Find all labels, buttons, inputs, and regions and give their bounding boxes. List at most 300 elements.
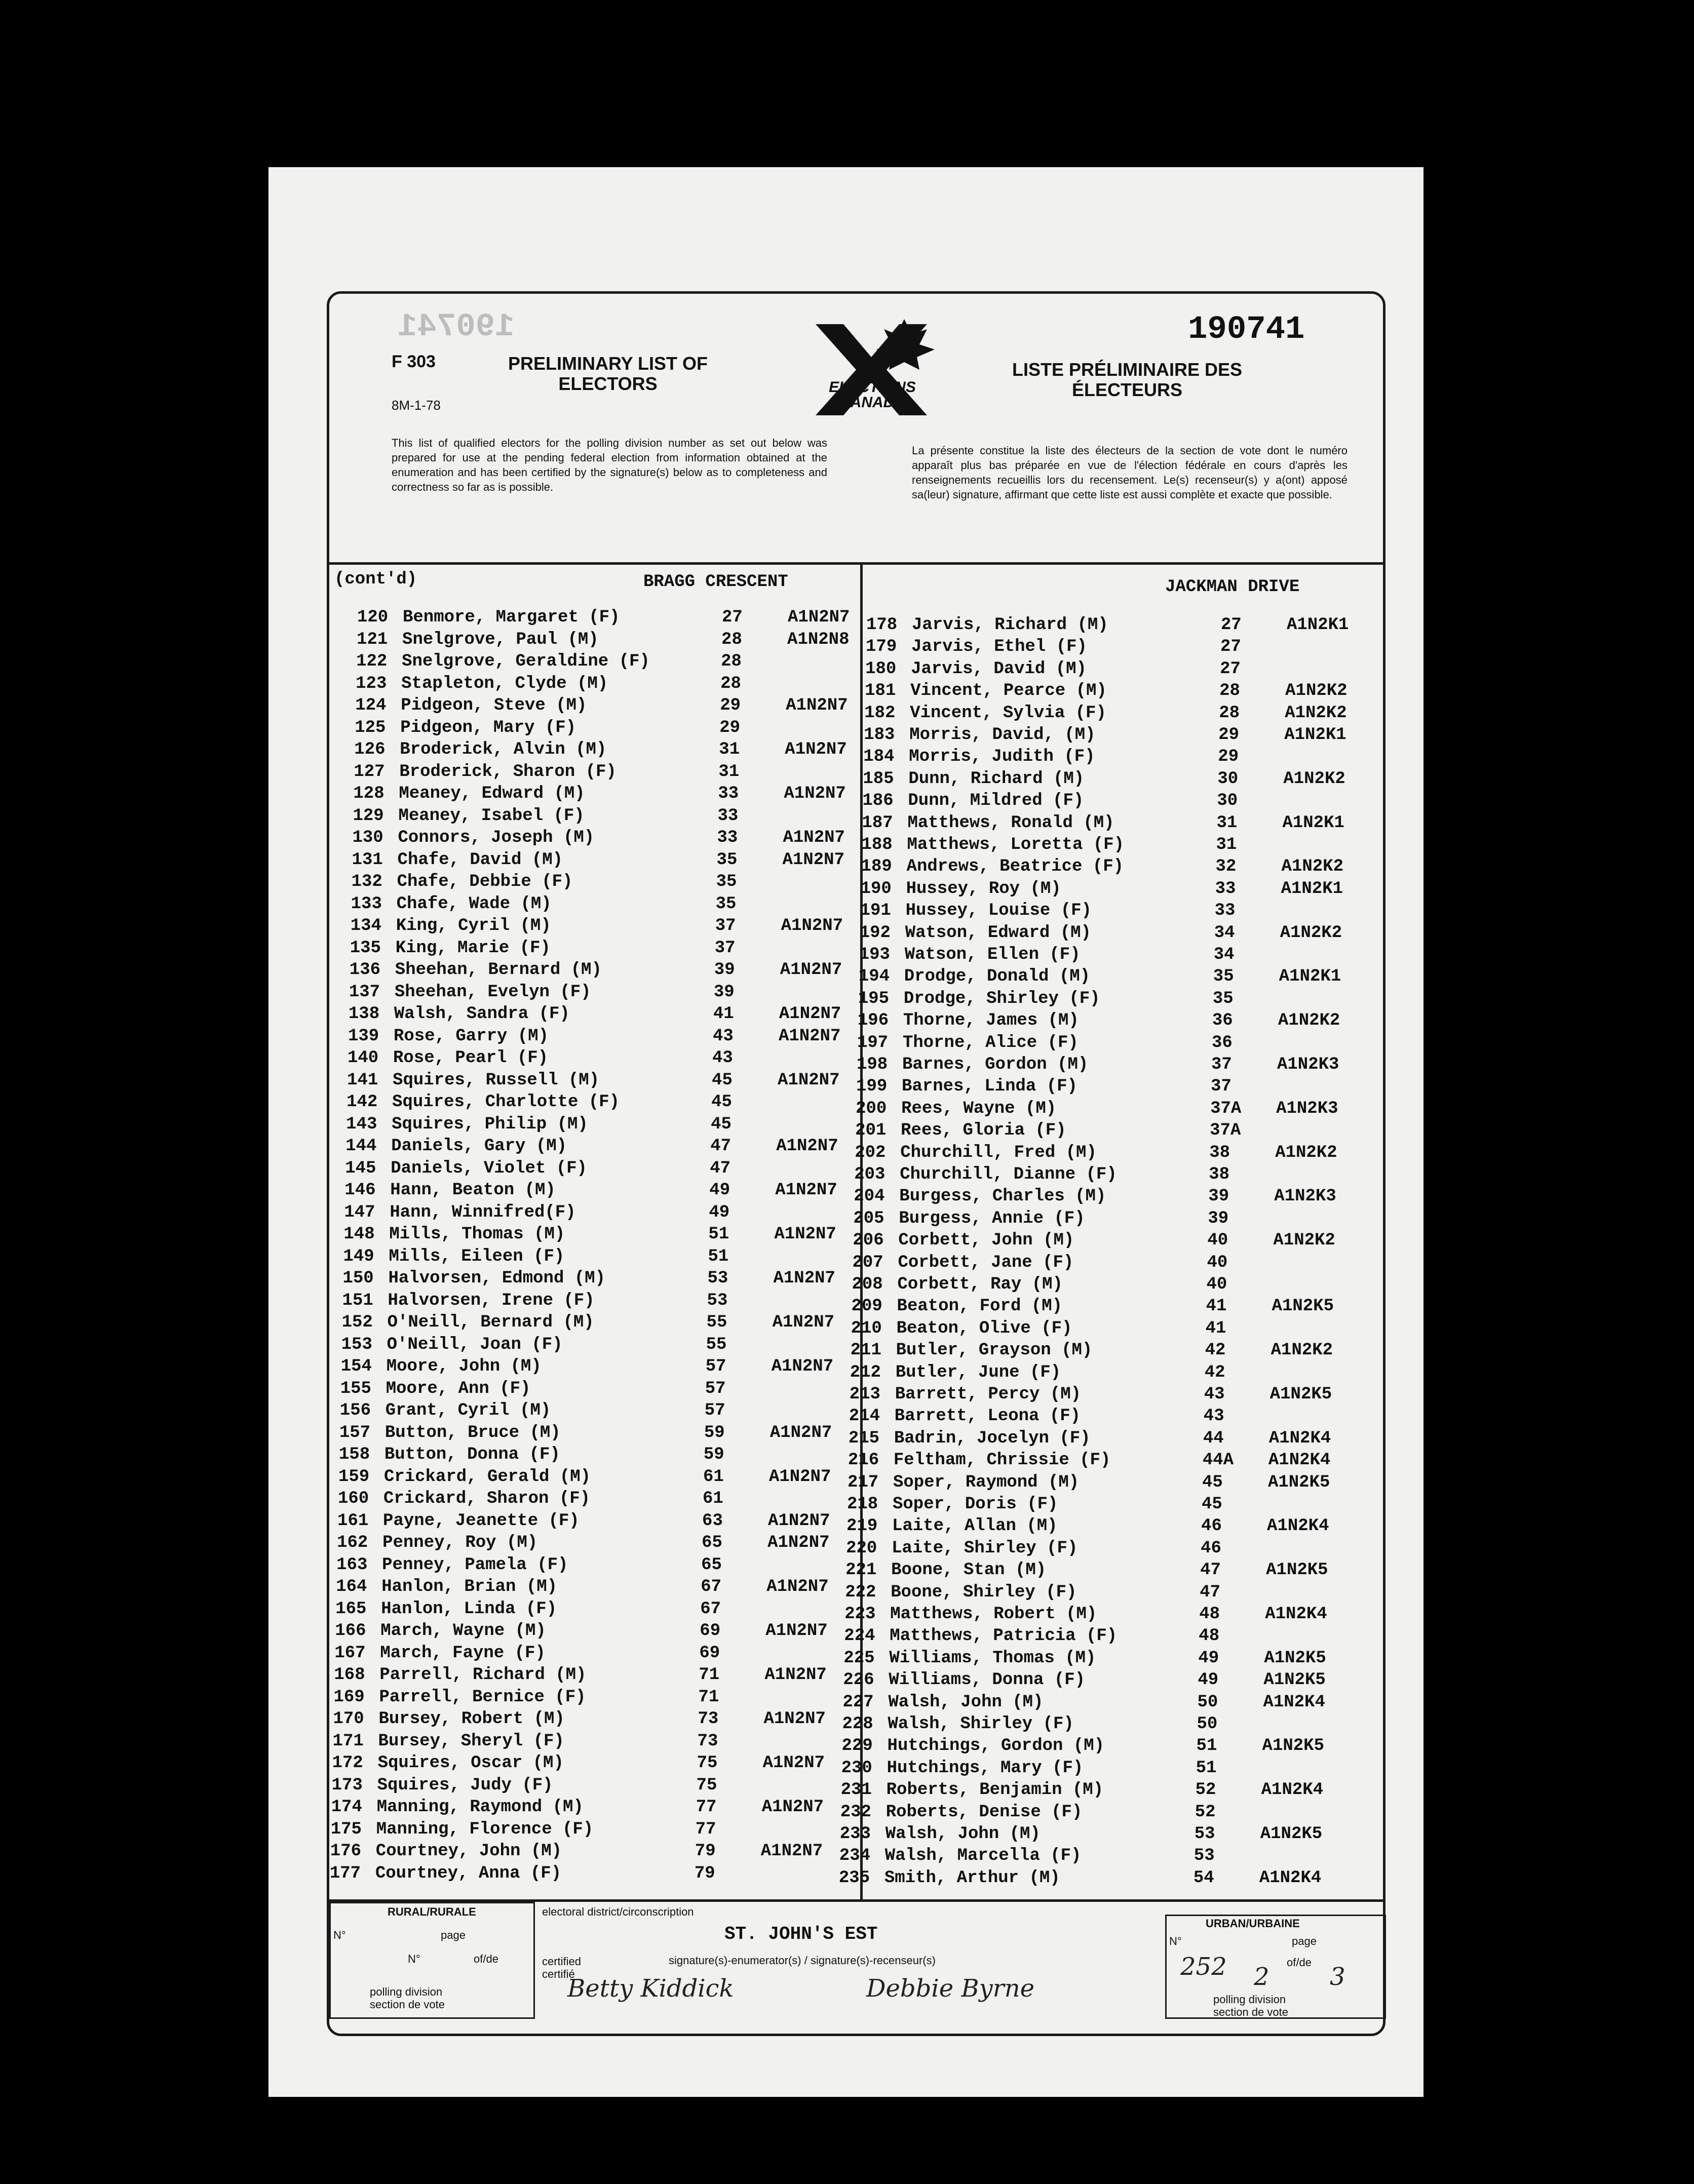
signature-enumerator-1: Betty Kiddick — [567, 1974, 734, 2003]
elector-name: Corbett, Ray (M) — [897, 1275, 1063, 1294]
elector-name: Rose, Garry (M) — [393, 1026, 549, 1046]
postal-code: A1N2N7 — [778, 1070, 840, 1090]
elector-number: 208 — [852, 1275, 883, 1294]
elector-name: Squires, Philip (M) — [392, 1114, 588, 1134]
elector-number: 229 — [841, 1736, 873, 1756]
intro-french: La présente constitue la liste des électeurs de la section de vote dont le numéro apparaît plus bas préparée en vue de l'élection fédérale en cours d'après les renseignements recueillis lors du recensement. Le(s) recenseur(s) y a(ont) apposé sa(leur) signature, affirmant que cette liste est aussi complète et exacte que possible. — [912, 444, 1348, 501]
elector-name: Walsh, Sandra (F) — [394, 1004, 570, 1024]
elector-name: Corbett, Jane (F) — [898, 1253, 1074, 1272]
elector-number: 169 — [333, 1687, 365, 1707]
elector-number: 181 — [865, 681, 896, 701]
street-number: 53 — [707, 1291, 728, 1310]
elector-number: 214 — [849, 1407, 880, 1426]
elector-number: 193 — [859, 945, 890, 964]
street-number: 35 — [1212, 989, 1234, 1008]
urban-label: URBAN/URBAINE — [1206, 1917, 1300, 1930]
postal-code: A1N2K5 — [1267, 1472, 1330, 1492]
postal-code: A1N2K1 — [1279, 967, 1341, 987]
street-number: 28 — [1219, 703, 1240, 723]
postal-code: A1N2N7 — [786, 696, 848, 715]
elector-number: 135 — [350, 938, 381, 958]
elector-name: Rose, Pearl (F) — [393, 1048, 549, 1068]
street-number: 48 — [1199, 1605, 1220, 1624]
elector-name: Morris, Judith (F) — [909, 747, 1095, 767]
elector-number: 141 — [347, 1070, 378, 1090]
elector-number: 152 — [341, 1313, 373, 1332]
elector-number: 230 — [841, 1758, 872, 1778]
elector-name: Pidgeon, Mary (F) — [400, 718, 576, 737]
street-number: 31 — [1216, 835, 1237, 854]
street-number: 49 — [1198, 1670, 1219, 1690]
elector-name: Walsh, Marcella (F) — [884, 1846, 1082, 1866]
elector-name: Button, Donna (F) — [384, 1445, 560, 1464]
elector-name: Morris, David, (M) — [909, 725, 1096, 745]
elector-name: Butler, June (F) — [895, 1362, 1061, 1382]
postal-code: A1N2N7 — [767, 1533, 830, 1552]
street-number: 48 — [1199, 1626, 1220, 1646]
elector-number: 211 — [850, 1341, 881, 1360]
elector-number: 154 — [340, 1357, 372, 1376]
elector-number: 159 — [338, 1467, 370, 1487]
postal-code: A1N2K2 — [1281, 857, 1343, 877]
elector-name: Jarvis, David (M) — [911, 659, 1087, 679]
elector-name: Connors, Joseph (M) — [398, 828, 595, 847]
street-number: 54 — [1193, 1868, 1214, 1888]
elector-name: Bursey, Robert (M) — [378, 1709, 565, 1729]
elector-name: Squires, Charlotte (F) — [392, 1093, 620, 1112]
elector-name: Rees, Gloria (F) — [901, 1121, 1066, 1141]
elector-name: Drodge, Shirley (F) — [903, 989, 1100, 1008]
street-number: 75 — [697, 1753, 718, 1773]
elector-number: 206 — [853, 1231, 884, 1251]
street-number: 45 — [712, 1070, 733, 1090]
elector-name: Laite, Shirley (F) — [892, 1538, 1078, 1558]
street-number: 35 — [715, 894, 737, 914]
title-english: PRELIMINARY LIST OF ELECTORS — [508, 353, 708, 394]
street-number: 31 — [718, 762, 740, 782]
postal-code: A1N2K4 — [1265, 1605, 1327, 1624]
street-number: 44A — [1202, 1451, 1234, 1470]
elector-number: 133 — [351, 894, 382, 914]
elector-name: Boone, Shirley (F) — [891, 1582, 1077, 1602]
postal-code: A1N2N7 — [762, 1753, 825, 1773]
elector-number: 215 — [848, 1428, 880, 1448]
elector-number: 128 — [353, 784, 384, 803]
elector-name: Moore, Ann (F) — [386, 1379, 531, 1398]
certifie-label: certifié — [542, 1968, 575, 1980]
elector-name: King, Cyril (M) — [396, 916, 551, 935]
certified-label: certified — [542, 1955, 582, 1968]
elector-name: Beaton, Ford (M) — [897, 1297, 1062, 1316]
elector-name: Parrell, Richard (M) — [379, 1665, 587, 1685]
elector-name: Beaton, Olive (F) — [896, 1318, 1072, 1338]
elector-number: 196 — [857, 1011, 889, 1031]
elector-name: Boone, Stan (M) — [891, 1561, 1047, 1580]
postal-code: A1N2K5 — [1264, 1648, 1326, 1668]
postal-code: A1N2K5 — [1262, 1736, 1324, 1756]
elector-name: Pidgeon, Steve (M) — [401, 696, 587, 715]
postal-code: A1N2K5 — [1260, 1824, 1323, 1844]
street-number: 55 — [706, 1313, 727, 1332]
postal-code: A1N2K2 — [1278, 1011, 1340, 1031]
elector-name: King, Marie (F) — [395, 938, 551, 958]
street-number: 61 — [703, 1489, 723, 1508]
elector-name: Williams, Donna (F) — [889, 1670, 1086, 1690]
street-number: 57 — [705, 1379, 726, 1398]
street-number: 32 — [1215, 857, 1237, 877]
street-number: 47 — [710, 1158, 731, 1178]
elector-name: Matthews, Loretta (F) — [907, 835, 1124, 854]
elector-number: 217 — [847, 1472, 879, 1492]
street-number: 34 — [1213, 945, 1235, 964]
street-number: 65 — [702, 1533, 722, 1552]
elector-name: Smith, Arthur (M) — [884, 1868, 1060, 1888]
elector-name: Mills, Eileen (F) — [389, 1246, 565, 1266]
street-number: 75 — [696, 1775, 717, 1795]
elector-number: 170 — [333, 1709, 364, 1729]
elector-name: Churchill, Dianne (F) — [900, 1165, 1117, 1184]
street-number: 61 — [703, 1467, 724, 1487]
street-number: 49 — [709, 1181, 730, 1200]
elector-name: Matthews, Ronald (M) — [907, 813, 1114, 833]
postal-code: A1N2K1 — [1284, 725, 1346, 745]
elector-name: Williams, Thomas (M) — [889, 1648, 1096, 1668]
elector-number: 224 — [844, 1626, 875, 1646]
elector-name: Roberts, Benjamin (M) — [886, 1780, 1104, 1800]
street-number: 57 — [704, 1401, 725, 1420]
street-number: 63 — [702, 1511, 723, 1531]
elector-name: Burgess, Annie (F) — [899, 1208, 1085, 1228]
rural-label: RURAL/RURALE — [388, 1905, 476, 1918]
elector-number: 205 — [853, 1208, 884, 1228]
elector-name: Hanlon, Linda (F) — [381, 1599, 557, 1619]
elector-name: Courtney, John (M) — [375, 1842, 562, 1861]
street-number: 57 — [705, 1357, 726, 1376]
elector-number: 185 — [863, 769, 894, 789]
postal-code: A1N2N7 — [768, 1467, 831, 1487]
street-number: 69 — [699, 1643, 720, 1663]
elector-number: 147 — [344, 1202, 375, 1222]
elector-name: Barnes, Gordon (M) — [902, 1055, 1089, 1074]
elector-name: Parrell, Bernice (F) — [379, 1687, 586, 1707]
street-number: 53 — [1194, 1824, 1215, 1844]
street-number: 71 — [699, 1665, 720, 1685]
elector-name: Squires, Russell (M) — [393, 1070, 600, 1090]
elector-name: Badrin, Jocelyn (F) — [894, 1428, 1091, 1448]
elector-number: 216 — [848, 1451, 879, 1470]
elector-number: 197 — [857, 1033, 889, 1052]
elector-name: Chafe, Wade (M) — [396, 894, 552, 914]
postal-code: A1N2K5 — [1272, 1297, 1334, 1316]
postal-code: A1N2K4 — [1263, 1692, 1325, 1712]
elector-number: 194 — [858, 967, 890, 987]
elector-number: 213 — [849, 1385, 880, 1404]
elector-number: 120 — [357, 608, 389, 627]
elector-name: Walsh, John (M) — [885, 1824, 1041, 1844]
postal-code: A1N2N7 — [769, 1423, 832, 1442]
street-number: 42 — [1204, 1362, 1225, 1382]
street-number: 33 — [718, 784, 739, 803]
elector-name: Barrett, Leona (F) — [894, 1407, 1081, 1426]
elector-name: Walsh, John (M) — [888, 1692, 1044, 1712]
urban-no-label: N° — [1169, 1935, 1182, 1947]
postal-code: A1N2N7 — [784, 784, 846, 803]
header-divider — [329, 562, 1383, 565]
street-number: 37 — [715, 916, 736, 935]
street-number: 31 — [719, 740, 740, 759]
street-number: 46 — [1201, 1538, 1221, 1558]
street-number: 27 — [722, 608, 743, 627]
elector-number: 163 — [336, 1555, 368, 1575]
postal-code: A1N2K3 — [1276, 1099, 1338, 1118]
postal-code: A1N2K2 — [1270, 1341, 1333, 1360]
street-number: 51 — [708, 1246, 729, 1266]
postal-code: A1N2N7 — [768, 1511, 830, 1531]
elector-name: Benmore, Margaret (F) — [403, 608, 620, 627]
street-number: 50 — [1197, 1714, 1218, 1734]
elector-name: Mills, Thomas (M) — [389, 1225, 565, 1244]
signature-label: signature(s)-enumerator(s) / signature(s)-recenseur(s) — [669, 1954, 936, 1967]
urban-page-label: page — [1292, 1935, 1317, 1947]
elector-number: 192 — [859, 923, 891, 943]
postal-code: A1N2N7 — [773, 1269, 835, 1288]
elector-name: Squires, Oscar (M) — [377, 1753, 564, 1773]
elector-number: 210 — [851, 1318, 882, 1338]
street-number: 43 — [1203, 1407, 1224, 1426]
postal-code: A1N2K1 — [1282, 813, 1344, 833]
street-number: 43 — [712, 1026, 734, 1046]
street-number: 73 — [698, 1709, 719, 1729]
elector-name: Laite, Allan (M) — [892, 1516, 1058, 1536]
street-number: 27 — [1220, 659, 1241, 679]
elector-name: Crickard, Gerald (M) — [383, 1467, 591, 1487]
elector-name: Moore, John (M) — [386, 1357, 542, 1376]
elector-number: 225 — [843, 1648, 875, 1668]
elector-name: Matthews, Patricia (F) — [890, 1626, 1118, 1646]
postal-code: A1N2N7 — [763, 1709, 826, 1729]
elector-number: 222 — [845, 1582, 876, 1602]
elector-name: Daniels, Violet (F) — [391, 1158, 587, 1178]
elector-name: Jarvis, Ethel (F) — [911, 637, 1087, 657]
elector-number: 138 — [348, 1004, 380, 1024]
postal-code: A1N2K3 — [1274, 1187, 1336, 1206]
elector-number: 220 — [846, 1538, 877, 1558]
elector-name: Broderick, Sharon (F) — [399, 762, 617, 782]
elector-name: Payne, Jeanette (F) — [383, 1511, 580, 1531]
street-number: 65 — [701, 1555, 722, 1575]
elector-number: 188 — [861, 835, 893, 854]
elector-name: Meaney, Edward (M) — [399, 784, 585, 803]
street-number: 53 — [707, 1269, 728, 1288]
postal-code: A1N2K5 — [1263, 1670, 1326, 1690]
street-number: 36 — [1212, 1011, 1233, 1031]
elector-number: 183 — [864, 725, 895, 745]
elector-number: 166 — [335, 1621, 366, 1641]
elector-number: 191 — [860, 901, 891, 921]
elector-number: 125 — [355, 718, 386, 737]
elector-name: O'Neill, Bernard (M) — [387, 1313, 594, 1332]
elector-number: 162 — [337, 1533, 368, 1552]
street-number: 47 — [1200, 1582, 1220, 1602]
street-number: 28 — [721, 630, 742, 649]
elector-number: 223 — [844, 1605, 876, 1624]
elector-name: Barnes, Linda (F) — [902, 1077, 1077, 1097]
elector-name: Corbett, John (M) — [898, 1231, 1074, 1251]
postal-code: A1N2K2 — [1285, 703, 1347, 723]
street-number: 39 — [713, 982, 735, 1002]
street-number: 30 — [1217, 769, 1239, 789]
rural-polling-fr: section de vote — [370, 1998, 445, 2011]
elector-number: 235 — [838, 1868, 870, 1888]
elector-number: 167 — [334, 1643, 366, 1663]
elector-number: 233 — [839, 1824, 871, 1844]
elector-name: Penney, Pamela (F) — [382, 1555, 568, 1575]
elector-number: 202 — [855, 1143, 886, 1162]
rural-no-label: N° — [333, 1929, 346, 1941]
elector-number: 199 — [856, 1077, 888, 1097]
postal-code: A1N2K5 — [1266, 1561, 1328, 1580]
document-sheet — [268, 167, 1423, 2097]
elector-number: 129 — [353, 806, 384, 826]
elector-number: 148 — [343, 1225, 375, 1244]
street-number: 69 — [700, 1621, 721, 1641]
elector-name: Stapleton, Clyde (M) — [401, 674, 608, 693]
elector-number: 203 — [854, 1165, 885, 1184]
street-number: 29 — [719, 718, 741, 737]
street-number: 77 — [695, 1819, 716, 1839]
elector-name: Hussey, Roy (M) — [906, 879, 1061, 899]
elector-number: 140 — [348, 1048, 379, 1068]
elector-number: 189 — [861, 857, 892, 877]
elector-number: 218 — [847, 1495, 878, 1514]
street-number: 52 — [1195, 1780, 1216, 1800]
postal-code: A1N2K4 — [1267, 1516, 1329, 1536]
rural-page-label: page — [441, 1929, 466, 1941]
postal-code: A1N2N7 — [766, 1577, 829, 1596]
elector-number: 131 — [352, 850, 383, 870]
elector-name: Butler, Grayson (M) — [896, 1341, 1093, 1360]
street-number: 37 — [714, 938, 736, 958]
elector-number: 228 — [842, 1714, 873, 1734]
elector-number: 139 — [348, 1026, 379, 1046]
postal-code: A1N2N7 — [771, 1357, 834, 1376]
elector-name: Snelgrove, Geraldine (F) — [402, 652, 650, 671]
elector-number: 145 — [345, 1158, 376, 1178]
street-number: 77 — [696, 1798, 717, 1817]
elector-name: Thorne, James (M) — [903, 1011, 1079, 1031]
elector-name: Penney, Roy (M) — [382, 1533, 538, 1552]
elector-number: 221 — [845, 1561, 877, 1580]
elector-name: Crickard, Sharon (F) — [383, 1489, 591, 1508]
elector-number: 171 — [332, 1731, 364, 1751]
postal-code: A1N2K2 — [1275, 1143, 1337, 1162]
elector-number: 172 — [332, 1753, 363, 1773]
postal-code: A1N2N7 — [774, 1225, 836, 1244]
elector-name: Chafe, Debbie (F) — [397, 872, 573, 891]
elector-number: 231 — [840, 1780, 872, 1800]
elector-number: 179 — [866, 637, 897, 657]
elector-name: Button, Bruce (M) — [384, 1423, 561, 1442]
elector-name: O'Neill, Joan (F) — [387, 1335, 563, 1354]
street-number: 35 — [1213, 967, 1234, 987]
right-street-title: JACKMAN DRIVE — [1165, 577, 1300, 597]
elector-name: Dunn, Mildred (F) — [908, 791, 1084, 811]
street-number: 39 — [714, 960, 735, 980]
logo-wordmark: ELECTIONS CANADA — [829, 379, 916, 411]
elector-name: Bursey, Sheryl (F) — [378, 1731, 564, 1751]
street-number: 43 — [1204, 1385, 1225, 1404]
serial-number: 190741 — [1188, 311, 1305, 348]
elector-number: 158 — [338, 1445, 370, 1464]
elector-name: Jarvis, Richard (M) — [912, 615, 1108, 635]
elector-number: 157 — [339, 1423, 371, 1442]
street-number: 30 — [1217, 791, 1238, 811]
elector-number: 136 — [349, 960, 381, 980]
postal-code: A1N2N7 — [775, 1181, 837, 1200]
street-number: 28 — [1219, 681, 1240, 701]
district-label: electoral district/circonscription — [542, 1905, 694, 1918]
street-number: 51 — [1196, 1736, 1217, 1756]
elector-number: 234 — [839, 1846, 871, 1866]
street-number: 41 — [713, 1004, 734, 1024]
elector-number: 127 — [354, 762, 385, 782]
elector-number: 186 — [862, 791, 894, 811]
street-number: 67 — [701, 1577, 721, 1596]
elector-name: Drodge, Donald (M) — [904, 967, 1091, 987]
street-number: 27 — [1220, 637, 1241, 657]
elector-number: 227 — [842, 1692, 874, 1712]
elector-name: Andrews, Beatrice (F) — [906, 857, 1124, 877]
postal-code: A1N2K3 — [1277, 1055, 1339, 1074]
elector-name: Halvorsen, Edmond (M) — [388, 1269, 605, 1288]
postal-code: A1N2K1 — [1281, 879, 1343, 899]
street-number: 34 — [1214, 923, 1235, 943]
postal-code: A1N2N7 — [780, 960, 842, 980]
street-number: 38 — [1209, 1143, 1230, 1162]
elector-number: 122 — [356, 652, 388, 671]
elector-number: 168 — [334, 1665, 365, 1685]
elector-name: Hutchings, Mary (F) — [887, 1758, 1084, 1778]
street-number: 33 — [717, 806, 739, 826]
page-number: 2 — [1254, 1963, 1269, 1991]
rural-of-label: of/de — [474, 1953, 498, 1965]
elector-name: Hann, Beaton (M) — [390, 1181, 556, 1200]
elector-name: Soper, Raymond (M) — [893, 1472, 1080, 1492]
rural-polling-en: polling division — [370, 1985, 443, 1998]
elector-number: 212 — [850, 1362, 881, 1382]
street-number: 55 — [706, 1335, 727, 1354]
elector-name: Walsh, Shirley (F) — [888, 1714, 1074, 1734]
form-number: F 303 — [392, 352, 436, 371]
elector-number: 200 — [856, 1099, 887, 1118]
elector-number: 124 — [355, 696, 387, 715]
street-number: 47 — [710, 1137, 731, 1156]
district-value: ST. JOHN'S EST — [724, 1924, 878, 1944]
street-number: 79 — [695, 1842, 716, 1861]
postal-code: A1N2K1 — [1287, 615, 1349, 635]
street-number: 44 — [1203, 1428, 1224, 1448]
postal-code: A1N2K2 — [1285, 681, 1348, 701]
street-number: 45 — [1202, 1495, 1222, 1514]
street-number: 45 — [711, 1093, 732, 1112]
elector-number: 153 — [341, 1335, 372, 1354]
elector-number: 144 — [345, 1137, 377, 1156]
postal-code: A1N2N7 — [785, 740, 847, 759]
postal-code: A1N2N8 — [787, 630, 850, 649]
form-date: 8M-1-78 — [392, 398, 441, 413]
street-number: 67 — [700, 1599, 721, 1619]
elector-name: Courtney, Anna (F) — [375, 1863, 562, 1883]
